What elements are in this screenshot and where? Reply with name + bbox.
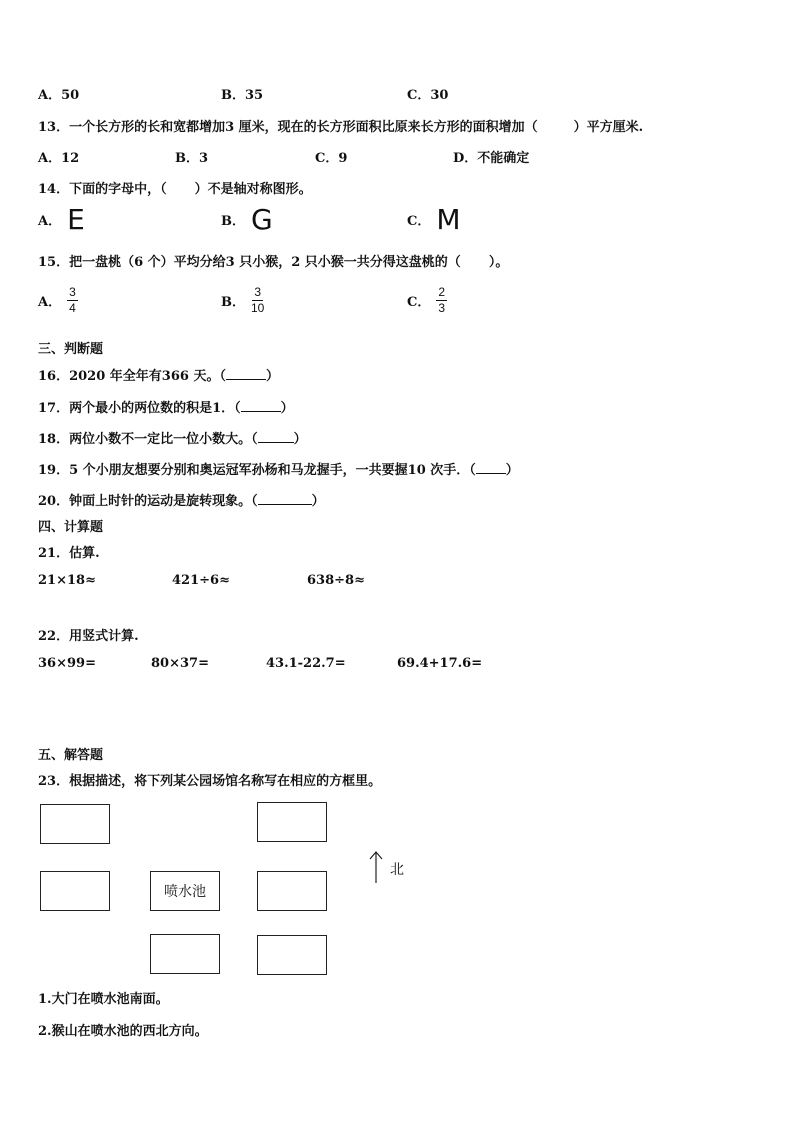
q14-option-b: B． G — [221, 203, 273, 236]
q13-stem: 13．一个长方形的长和宽都增加3 厘米，现在的长方形面积比原来长方形的面积增加（ ）平方厘米. — [38, 120, 644, 135]
q21-title: 21．估算. — [38, 546, 100, 561]
answer-blank[interactable] — [258, 430, 294, 443]
fraction: $\frac{3}{4}$ — [69, 285, 76, 315]
north-label: 北 — [390, 862, 404, 878]
q14-option-a: A． E — [38, 203, 85, 236]
q18-stem: 18．两位小数不一定比一位小数大。（ ） — [38, 432, 307, 447]
empty-box-south[interactable] — [150, 934, 220, 974]
fountain-box — [150, 871, 220, 911]
q21-item-1: 21×18≈ — [38, 573, 96, 588]
q13-option-d: D．不能确定 — [453, 151, 530, 166]
fountain-label: 喷水池 — [164, 884, 206, 900]
q23-clue-1: 1.大门在喷水池南面。 — [38, 992, 169, 1007]
q14-stem: 14．下面的字母中，（ ）不是轴对称图形。 — [38, 182, 312, 197]
empty-box-southeast[interactable] — [257, 935, 327, 975]
q12-option-b: B．35 — [221, 88, 264, 103]
answer-blank[interactable] — [476, 461, 506, 474]
q22-title: 22．用竖式计算. — [38, 629, 139, 644]
fraction: $\frac{3}{10}$ — [251, 285, 265, 315]
q17-stem: 17．两个最小的两位数的积是1．（ ） — [38, 401, 294, 416]
empty-box-west[interactable] — [40, 871, 110, 911]
q22-item-1: 36×99= — [38, 656, 96, 671]
q12-option-a: A．50 — [38, 88, 80, 103]
section-heading-calculation: 四、计算题 — [38, 520, 104, 535]
q19-stem: 19．5 个小朋友想要分别和奥运冠军孙杨和马龙握手，一共要握10 次手．（ ） — [38, 463, 519, 478]
north-arrow-icon — [368, 850, 384, 884]
q22-item-3: 43.1-22.7= — [266, 656, 346, 671]
empty-box-east[interactable] — [257, 871, 327, 911]
q15-option-c: C． $\frac{2}{3}$ — [407, 285, 446, 315]
section-heading-word-problems: 五、解答题 — [38, 748, 104, 763]
q13-option-a: A．12 — [38, 151, 80, 166]
section-heading-judgment: 三、判断题 — [38, 342, 104, 357]
letter-g: G — [251, 203, 273, 236]
answer-blank[interactable] — [258, 492, 312, 505]
q13-option-b: B．3 — [175, 151, 209, 166]
q14-option-c: C． M — [407, 203, 461, 236]
letter-e: E — [67, 203, 85, 236]
q21-item-3: 638÷8≈ — [307, 573, 365, 588]
q12-option-c: C．30 — [407, 88, 449, 103]
empty-box-northwest[interactable] — [40, 804, 110, 844]
q15-stem: 15．把一盘桃（6 个）平均分给3 只小猴，2 只小猴一共分得这盘桃的（ ）。 — [38, 255, 509, 270]
q22-item-2: 80×37= — [151, 656, 209, 671]
q13-option-c: C．9 — [315, 151, 348, 166]
q15-option-a: A． $\frac{3}{4}$ — [38, 285, 76, 315]
q20-stem: 20．钟面上时针的运动是旋转现象。（ ） — [38, 494, 325, 509]
empty-box-northeast[interactable] — [257, 802, 327, 842]
letter-m: M — [436, 203, 461, 236]
fraction: $\frac{2}{3}$ — [438, 285, 446, 315]
answer-blank[interactable] — [226, 367, 266, 380]
q21-item-2: 421÷6≈ — [172, 573, 230, 588]
q15-option-b: B． $\frac{3}{10}$ — [221, 285, 265, 315]
q23-clue-2: 2.猴山在喷水池的西北方向。 — [38, 1024, 208, 1039]
q22-item-4: 69.4+17.6= — [397, 656, 483, 671]
q23-title: 23．根据描述，将下列某公园场馆名称写在相应的方框里。 — [38, 774, 382, 789]
q16-stem: 16．2020 年全年有366 天。（ ） — [38, 369, 279, 384]
answer-blank[interactable] — [241, 399, 281, 412]
